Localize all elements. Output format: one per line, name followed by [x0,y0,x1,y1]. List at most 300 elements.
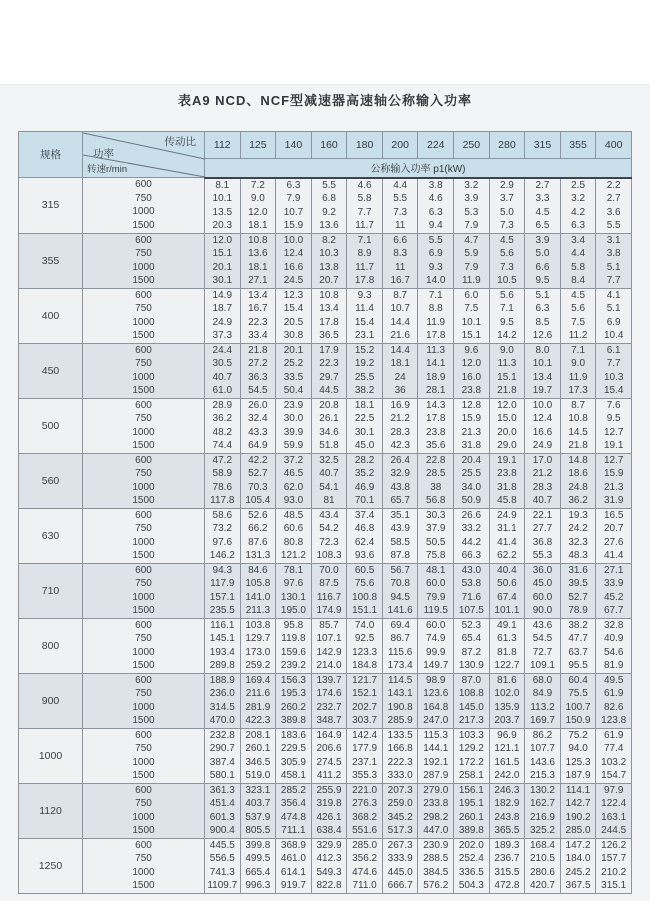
value-line: 16.0 [461,371,482,383]
value-cell [596,673,632,728]
value-line: 16.6 [532,426,553,438]
value-line: 919.7 [280,880,306,891]
value-line: 422.3 [245,715,271,726]
value-cell [418,508,454,563]
value-line: 5.1 [535,289,550,301]
value-line: 9.0 [250,193,265,204]
value-line: 260.2 [280,701,306,713]
value-line: 28.2 [354,454,375,466]
value-cell [596,233,632,288]
value-line: 145.0 [458,701,484,713]
value-line: 16.5 [603,509,624,521]
value-cell [454,178,490,234]
value-cell [347,398,383,453]
value-line: 69.4 [390,619,410,631]
value-line: 6.0 [464,289,479,301]
speed-line: 750 [135,248,152,259]
value-line: 72.3 [319,536,339,548]
ratio-header-cell: 200 [382,132,418,159]
value-cell [240,618,276,673]
value-line: 31.1 [497,523,517,534]
value-line: 214.0 [316,660,342,671]
value-line: 19.1 [603,440,624,451]
spec-cell: 1250 [19,838,83,893]
value-line: 33.2 [461,523,482,534]
value-line: 60.0 [426,578,446,589]
value-line: 666.7 [387,880,413,891]
value-line: 157.7 [601,853,627,864]
value-line: 12.0 [497,399,517,411]
value-line: 164.9 [316,729,342,741]
value-cell [311,178,347,234]
value-line: 190.2 [565,811,591,823]
value-line: 6.6 [393,234,408,246]
value-line: 142.4 [352,729,378,741]
value-line: 14.4 [390,316,410,328]
value-line: 32.8 [603,619,624,631]
value-line: 6.1 [606,344,621,356]
value-line: 20.8 [319,399,339,411]
value-cell [560,508,596,563]
value-line: 5.5 [428,234,443,246]
value-line: 239.2 [280,660,306,671]
value-cell [382,563,418,618]
value-line: 33.5 [283,371,304,383]
value-line: 97.6 [283,578,304,589]
value-line: 537.9 [245,811,271,823]
value-line: 426.1 [316,811,342,823]
value-line: 315.1 [601,880,627,891]
speed-line: 1500 [132,219,155,231]
value-line: 177.9 [352,743,378,754]
value-cell [347,673,383,728]
value-line: 159.6 [280,646,306,658]
value-line: 244.5 [601,825,627,836]
speed-line: 1500 [132,605,155,616]
ratio-header-cell: 250 [454,132,490,159]
spec-header-cell: 规格 [19,132,83,178]
value-line: 15.0 [497,413,517,424]
value-cell [205,178,241,234]
value-line: 3.9 [535,234,550,246]
value-cell [454,453,490,508]
value-line: 345.2 [387,811,413,823]
value-line: 211.3 [245,605,271,616]
value-cell [454,288,490,343]
value-line: 517.3 [387,825,413,836]
value-line: 6.6 [535,261,550,273]
value-line: 78.6 [212,481,233,493]
value-cell [240,288,276,343]
value-line: 11.7 [355,220,374,231]
value-line: 556.5 [209,853,235,864]
value-line: 336.5 [458,866,484,878]
value-cell [276,288,312,343]
value-line: 420.7 [529,880,555,891]
value-cell [596,453,632,508]
value-line: 9.5 [606,413,621,424]
value-line: 805.5 [245,825,271,836]
corner-cell [83,132,205,178]
value-cell [382,343,418,398]
value-cell [489,178,525,234]
value-line: 4.6 [428,193,443,204]
value-line: 314.5 [209,701,235,713]
value-line: 93.6 [354,550,375,561]
value-line: 2.7 [606,193,621,204]
value-cell [489,398,525,453]
value-line: 121.1 [494,743,520,754]
value-cell [311,618,347,673]
group-row [19,783,632,838]
value-line: 40.7 [532,495,553,506]
value-line: 52.7 [568,591,588,603]
value-cell [240,508,276,563]
value-line: 9.3 [357,289,372,301]
value-cell [205,618,241,673]
speed-line: 1500 [132,440,155,451]
value-line: 18.6 [568,468,588,479]
value-line: 86.7 [390,633,410,644]
value-line: 451.4 [209,798,235,809]
speed-line: 1000 [132,646,155,658]
value-cell [418,453,454,508]
value-line: 131.3 [245,550,271,561]
value-line: 15.1 [212,248,233,259]
value-line: 305.9 [280,756,306,768]
speed-line: 600 [135,179,152,191]
value-line: 259.2 [245,660,271,671]
value-line: 23.8 [497,468,517,479]
value-line: 19.1 [497,454,517,466]
value-line: 549.3 [316,866,342,878]
value-line: 11.7 [355,261,374,273]
value-line: 5.1 [606,303,621,314]
value-line: 117.9 [210,578,235,589]
value-line: 211.6 [245,688,271,699]
spec-cell: 710 [19,563,83,618]
speed-line: 1000 [132,811,155,823]
value-cell [276,398,312,453]
value-line: 40.4 [497,564,517,576]
value-line: 62.4 [354,536,375,548]
value-line: 242.0 [494,770,520,781]
value-cell [454,783,490,838]
value-line: 30.0 [283,413,304,424]
value-line: 5.8 [357,193,372,204]
value-line: 70.1 [354,495,375,506]
value-line: 19.7 [532,385,553,396]
value-cell [418,783,454,838]
value-line: 121.7 [352,674,378,686]
value-line: 285.9 [387,715,413,726]
value-cell [560,398,596,453]
value-line: 233.8 [423,798,449,809]
value-cell [382,398,418,453]
value-line: 16.6 [283,261,304,273]
value-line: 9.2 [322,206,336,218]
speed-line: 750 [135,853,152,864]
value-line: 8.3 [393,248,408,259]
value-line: 92.5 [354,633,375,644]
value-line: 45.0 [354,440,375,451]
speed-line: 750 [135,798,152,809]
value-line: 7.5 [571,316,586,328]
value-line: 32.3 [568,536,588,548]
value-line: 85.7 [319,619,339,631]
value-cell [489,673,525,728]
value-cell [205,783,241,838]
value-cell [418,233,454,288]
value-cell [347,288,383,343]
value-line: 75.5 [568,688,588,699]
value-line: 12.3 [283,289,304,301]
value-cell [347,783,383,838]
value-line: 65.4 [461,633,482,644]
value-line: 49.5 [603,674,624,686]
value-line: 123.3 [352,646,378,658]
value-cell [560,838,596,893]
value-line: 403.7 [245,798,271,809]
value-line: 41.4 [603,550,624,561]
value-cell [382,618,418,673]
value-line: 368.2 [352,811,378,823]
value-line: 27.1 [603,564,624,576]
value-line: 5.9 [464,248,479,259]
value-cell [525,508,561,563]
value-line: 130.1 [280,591,306,603]
speed-line: 750 [135,303,152,314]
value-line: 7.9 [286,193,301,204]
value-line: 121.2 [280,550,306,561]
value-line: 59.9 [283,440,304,451]
value-line: 122.7 [494,660,520,671]
value-line: 7.3 [499,261,514,273]
value-line: 7.2 [250,179,265,191]
value-line: 58.5 [390,536,410,548]
value-line: 123.6 [423,688,449,699]
value-line: 54.2 [319,523,339,534]
value-line: 102.0 [494,688,520,699]
value-line: 98.9 [426,674,446,686]
value-line: 156.1 [458,784,484,796]
value-line: 163.1 [601,811,627,823]
value-line: 188.9 [209,674,235,686]
value-cell [276,233,312,288]
value-line: 15.1 [461,330,482,341]
value-line: 10.0 [283,234,304,246]
value-line: 130.2 [529,784,555,796]
value-line: 411.2 [316,770,342,781]
value-line: 11.3 [497,358,517,369]
speed-cell [83,673,205,728]
speed-line: 750 [135,358,152,369]
value-line: 19.2 [354,358,375,369]
value-line: 80.8 [283,536,304,548]
ratio-header-cell: 315 [525,132,561,159]
value-line: 94.0 [568,743,588,754]
value-line: 499.5 [245,853,271,864]
value-line: 54.1 [319,481,339,493]
value-cell [347,233,383,288]
speed-line: 1500 [132,495,155,506]
value-line: 56.8 [426,495,446,506]
value-line: 47.2 [212,454,233,466]
value-line: 10.1 [461,316,482,328]
value-cell [454,563,490,618]
value-line: 18.7 [212,303,233,314]
value-cell [454,233,490,288]
value-line: 36.2 [568,495,588,506]
value-line: 27.6 [603,536,624,548]
speed-line: 1500 [132,660,155,671]
value-line: 16.7 [248,303,268,314]
value-line: 115.3 [423,729,448,741]
speed-line: 750 [135,468,152,479]
value-line: 8.7 [571,399,586,411]
value-line: 35.1 [390,509,410,521]
value-line: 21.8 [497,385,517,396]
value-line: 387.4 [209,756,235,768]
speed-line: 1000 [132,866,155,878]
spec-cell: 1000 [19,728,83,783]
group-row [19,233,632,288]
value-line: 10.0 [532,399,553,411]
value-line: 150.9 [565,715,591,726]
value-line: 77.4 [603,743,624,754]
value-cell [418,838,454,893]
value-line: 70.8 [390,578,410,589]
value-cell [560,673,596,728]
value-cell [418,178,454,234]
ratio-header-cell: 400 [596,132,632,159]
value-line: 174.6 [316,688,342,699]
value-line: 61.3 [497,633,517,644]
value-line: 1109.7 [207,880,238,891]
value-line: 474.8 [280,811,306,823]
value-line: 2.9 [499,179,514,191]
value-cell [596,398,632,453]
value-cell [489,838,525,893]
value-line: 43.6 [532,619,553,631]
ratio-header-cell: 180 [347,132,383,159]
value-line: 13.4 [532,371,553,383]
value-line: 113.2 [530,701,555,713]
value-line: 14.5 [568,426,588,438]
value-line: 18.1 [390,358,410,369]
value-line: 7.7 [606,275,621,286]
value-line: 66.2 [248,523,268,534]
value-line: 38.2 [354,385,375,396]
value-line: 9.5 [535,275,550,286]
value-line: 12.7 [603,426,624,438]
value-line: 81.8 [497,646,517,658]
value-cell [560,178,596,234]
value-line: 346.5 [245,756,271,768]
value-line: 115.6 [388,646,413,658]
value-line: 11.2 [568,330,588,341]
value-line: 21.8 [248,344,268,356]
value-line: 166.8 [387,743,413,754]
power-table [18,131,632,894]
value-line: 45.8 [497,495,517,506]
value-line: 33.4 [248,330,268,341]
value-line: 119.5 [423,605,448,616]
speed-line: 1000 [132,756,155,768]
value-line: 22.1 [532,509,553,521]
value-line: 15.9 [283,220,304,231]
value-line: 2.2 [606,179,621,191]
value-line: 458.1 [280,770,306,781]
value-line: 126.2 [601,839,627,851]
value-line: 333.9 [387,853,413,864]
value-line: 35.2 [354,468,375,479]
value-cell [347,178,383,234]
value-line: 21.2 [532,468,553,479]
value-line: 48.2 [212,426,233,438]
value-cell [205,233,241,288]
value-line: 12.4 [532,413,553,424]
speed-line: 600 [135,399,152,411]
value-line: 12.0 [461,358,482,369]
speed-line: 600 [135,344,152,356]
value-line: 103.2 [601,756,627,768]
value-line: 288.5 [423,853,449,864]
value-line: 32.4 [248,413,268,424]
ratio-header-cell: 355 [560,132,596,159]
value-line: 20.7 [319,275,339,286]
value-line: 24.2 [568,523,588,534]
value-cell [418,673,454,728]
value-line: 822.8 [316,880,342,891]
value-line: 580.1 [209,770,235,781]
speed-line: 600 [135,729,152,741]
value-cell [276,728,312,783]
value-line: 389.8 [458,825,484,836]
group-row [19,343,632,398]
value-line: 7.9 [464,261,479,273]
value-line: 17.3 [568,385,588,396]
value-line: 445.0 [387,866,413,878]
value-line: 66.3 [461,550,482,561]
value-line: 208.1 [245,729,271,741]
speed-cell [83,398,205,453]
speed-line: 1000 [132,261,155,273]
value-line: 601.3 [209,811,235,823]
value-cell [418,618,454,673]
spec-cell: 800 [19,618,83,673]
value-line: 12.0 [248,206,268,218]
value-line: 12.8 [461,399,482,411]
value-cell [205,563,241,618]
value-line: 100.8 [352,591,378,603]
value-line: 119.8 [281,633,306,644]
value-line: 10.7 [283,206,304,218]
value-line: 19.3 [568,509,588,521]
value-line: 5.5 [393,193,408,204]
value-cell [560,288,596,343]
speed-line: 750 [135,192,152,204]
value-line: 3.8 [428,179,443,191]
value-line: 14.4 [390,344,410,356]
value-line: 43.9 [390,523,410,534]
value-cell [454,508,490,563]
value-line: 14.1 [426,358,446,369]
value-line: 461.0 [280,853,306,864]
value-cell [382,453,418,508]
value-line: 285.0 [352,839,378,851]
value-cell [240,728,276,783]
